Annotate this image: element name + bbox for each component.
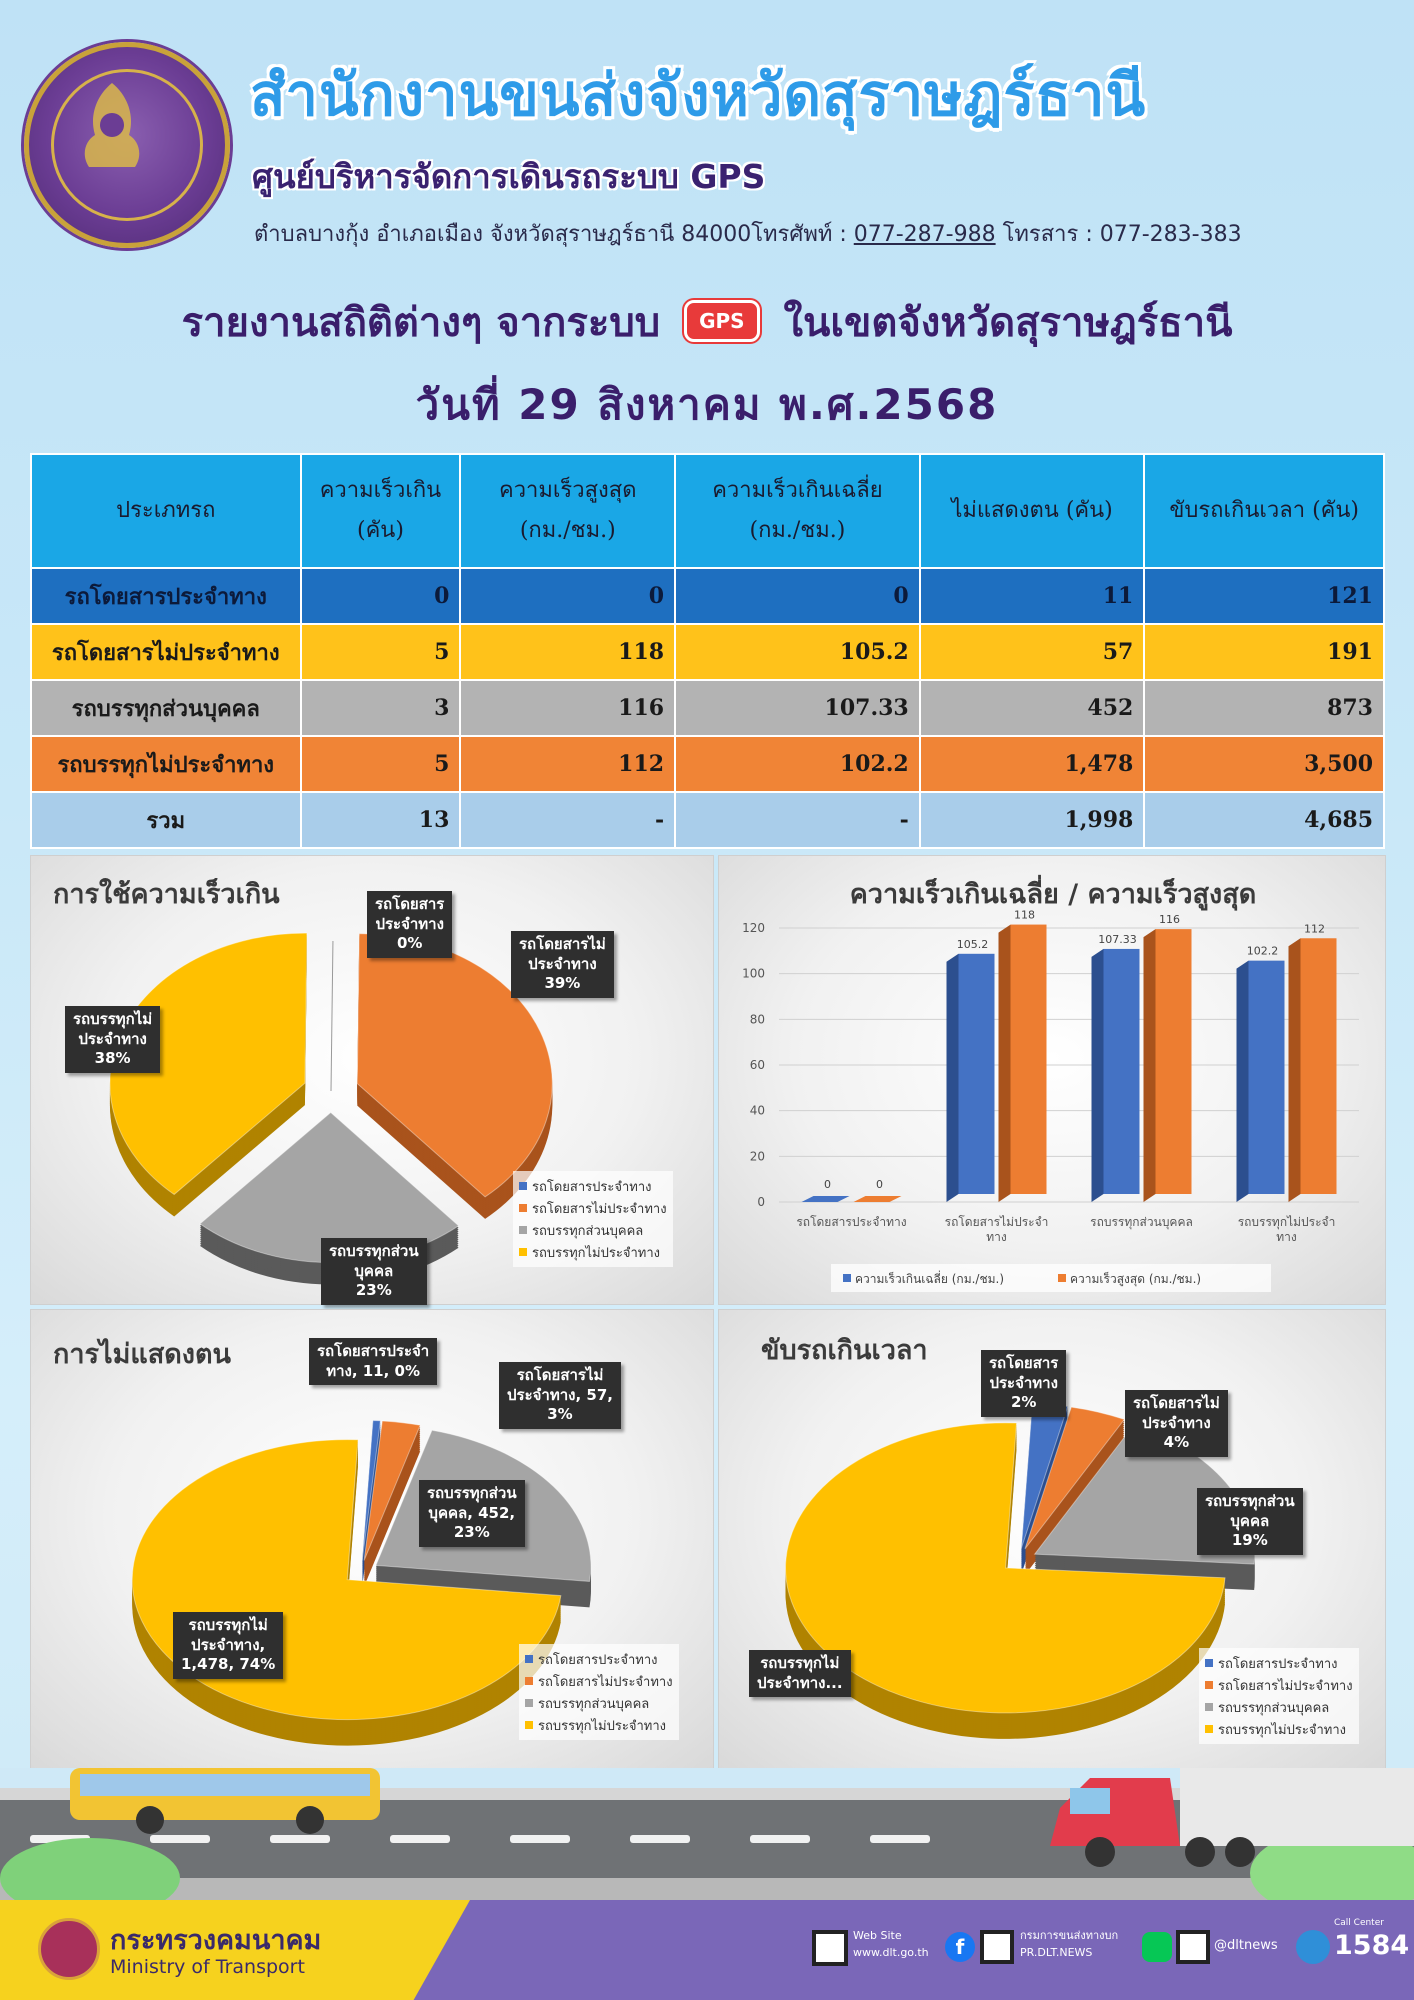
phone-icon	[1296, 1930, 1330, 1964]
value-cell: 112	[460, 736, 675, 792]
table-row	[31, 568, 1384, 624]
statistics-table	[30, 453, 1385, 849]
value-cell: 452	[920, 680, 1145, 736]
value-cell: 1,998	[920, 792, 1145, 848]
value-cell: 0	[460, 568, 675, 624]
x-tick-label: รถโดยสารประจำทาง	[796, 1215, 907, 1229]
legend-item	[525, 1670, 673, 1692]
legend-item	[519, 1175, 667, 1197]
vehicle-type-cell: รถโดยสารประจำทาง	[31, 568, 301, 624]
legend-label: รถโดยสารไม่ประจำทาง	[1218, 1678, 1353, 1694]
value-cell: 121	[1144, 568, 1384, 624]
bar-data-label: 116	[1159, 913, 1180, 927]
no-identify-pie-panel	[30, 1309, 714, 1769]
pie3-label-3: รถบรรทุกไม่ ประจำทาง...	[749, 1650, 851, 1697]
pie1-legend	[513, 1171, 673, 1267]
dlt-seal-logo	[24, 42, 230, 248]
legend-swatch	[1205, 1703, 1213, 1711]
facebook-info[interactable]	[1020, 1928, 1118, 1961]
speed-bar-chart	[719, 856, 1387, 1306]
bar	[1249, 961, 1285, 1194]
value-cell: 873	[1144, 680, 1384, 736]
bar-side	[1289, 938, 1301, 1202]
bar-side	[947, 954, 959, 1202]
value-cell: 105.2	[675, 624, 920, 680]
value-cell: 116	[460, 680, 675, 736]
fax-text: โทรสาร : 077-283-383	[995, 222, 1242, 247]
bar	[1104, 949, 1140, 1194]
line-qr-icon[interactable]	[1176, 1930, 1210, 1964]
legend-label: รถบรรทุกไม่ประจำทาง	[538, 1718, 666, 1734]
value-cell: 4,685	[1144, 792, 1384, 848]
y-tick-label: 20	[749, 1149, 765, 1164]
website-info[interactable]	[853, 1928, 929, 1961]
legend-label: ความเร็วสูงสุด (กม./ชม.)	[1070, 1272, 1202, 1286]
value-cell: 0	[301, 568, 461, 624]
table-row	[31, 736, 1384, 792]
no-identify-chart-title: การไม่แสดงตน	[53, 1339, 231, 1370]
vehicle-type-cell: รถโดยสารไม่ประจำทาง	[31, 624, 301, 680]
header-max-speed: ความเร็วสูงสุด (กม./ชม.)	[460, 454, 675, 568]
header-avg-overspeed: ความเร็วเกินเฉลี่ย (กม./ชม.)	[675, 454, 920, 568]
value-cell: 3	[301, 680, 461, 736]
legend-swatch	[843, 1274, 851, 1282]
table-header-row	[31, 454, 1384, 568]
bar-data-label: 0	[876, 1178, 883, 1191]
value-cell: -	[675, 792, 920, 848]
overspeed-pie-panel	[30, 855, 714, 1305]
legend-swatch	[519, 1182, 527, 1190]
x-tick-label: ทาง	[986, 1230, 1007, 1244]
legend-swatch	[519, 1226, 527, 1234]
legend-label: รถโดยสารประจำทาง	[532, 1179, 652, 1195]
pie1-label-1: รถโดยสารไม่ ประจำทาง 39%	[511, 931, 614, 998]
vehicle-type-cell: รถบรรทุกไม่ประจำทาง	[31, 736, 301, 792]
phone-link[interactable]: 077-287-988	[853, 222, 996, 247]
legend-swatch	[525, 1721, 533, 1729]
value-cell: 5	[301, 624, 461, 680]
bar-side	[1144, 929, 1156, 1202]
legend-label: รถบรรทุกส่วนบุคคล	[532, 1223, 644, 1239]
legend-label: รถโดยสารไม่ประจำทาง	[538, 1674, 673, 1690]
line-icon[interactable]	[1142, 1932, 1172, 1962]
bar-side	[1237, 961, 1249, 1202]
legend-label: รถบรรทุกไม่ประจำทาง	[532, 1245, 660, 1261]
overtime-chart-title: ขับรถเกินเวลา	[761, 1335, 928, 1366]
center-subtitle: ศูนย์บริหารจัดการเดินรถระบบ GPS	[252, 157, 766, 196]
legend-item	[519, 1219, 667, 1241]
x-tick-label: ทาง	[1276, 1230, 1297, 1244]
office-address	[254, 216, 1242, 251]
legend-swatch	[525, 1677, 533, 1685]
value-cell: 0	[675, 568, 920, 624]
address-text: ตำบลบางกุ้ง อำเภอเมือง จังหวัดสุราษฎร์ธานี 84000โทรศัพท์ :	[254, 222, 854, 247]
legend-item	[1205, 1674, 1353, 1696]
header-overspeed-count: ความเร็วเกิน (คัน)	[301, 454, 461, 568]
bar	[1301, 938, 1337, 1194]
y-tick-label: 100	[742, 966, 765, 981]
pie2-label-3: รถบรรทุกไม่ ประจำทาง, 1,478, 74%	[173, 1612, 283, 1679]
value-cell: -	[460, 792, 675, 848]
legend-swatch	[519, 1204, 527, 1212]
bar	[854, 1196, 902, 1202]
legend-item	[1205, 1718, 1353, 1740]
y-tick-label: 60	[749, 1058, 765, 1072]
pie2-label-2: รถบรรทุกส่วน บุคคล, 452, 23%	[419, 1480, 525, 1547]
gps-badge-icon: GPS	[684, 300, 759, 342]
value-cell: 102.2	[675, 736, 920, 792]
bar-data-label: 112	[1304, 922, 1325, 936]
value-cell: 57	[920, 624, 1145, 680]
bar	[1156, 929, 1192, 1194]
legend-label: รถโดยสารไม่ประจำทาง	[532, 1201, 667, 1217]
value-cell: 118	[460, 624, 675, 680]
website-qr-icon[interactable]	[812, 1930, 848, 1966]
report-title-left: รายงานสถิติต่างๆ จากระบบ	[181, 300, 661, 346]
facebook-handle: PR.DLT.NEWS	[1020, 1945, 1093, 1959]
legend-label: รถบรรทุกส่วนบุคคล	[538, 1696, 650, 1712]
value-cell: 3,500	[1144, 736, 1384, 792]
bar-data-label: 0	[824, 1178, 831, 1191]
legend-item	[519, 1197, 667, 1219]
call-center-label: Call Center	[1334, 1918, 1384, 1928]
pie1-label-3: รถบรรทุกไม่ ประจำทาง 38%	[65, 1006, 160, 1073]
legend-item	[525, 1692, 673, 1714]
x-tick-label: รถโดยสารไม่ประจำ	[944, 1215, 1049, 1229]
y-tick-label: 0	[757, 1195, 765, 1209]
value-cell: 13	[301, 792, 461, 848]
bar	[802, 1196, 850, 1202]
legend-label: รถบรรทุกส่วนบุคคล	[1218, 1700, 1330, 1716]
seal-emblem-icon	[67, 75, 157, 185]
header-vehicle-type: ประเภทรถ	[31, 454, 301, 568]
legend-swatch	[519, 1248, 527, 1256]
x-tick-label: รถบรรทุกส่วนบุคคล	[1090, 1215, 1193, 1229]
speed-bar-panel	[718, 855, 1386, 1305]
legend-swatch	[525, 1655, 533, 1663]
legend-label: รถบรรทุกไม่ประจำทาง	[1218, 1722, 1346, 1738]
bar-data-label: 102.2	[1246, 944, 1279, 958]
pie3-label-0: รถโดยสาร ประจำทาง 2%	[981, 1350, 1066, 1417]
call-center-number[interactable]: 1584	[1334, 1930, 1410, 1961]
pie1-label-2: รถบรรทุกส่วน บุคคล 23%	[321, 1238, 427, 1305]
value-cell: 107.33	[675, 680, 920, 736]
bar-data-label: 105.2	[956, 937, 989, 951]
vehicle-type-cell: รถบรรทุกส่วนบุคคล	[31, 680, 301, 736]
legend-swatch	[1205, 1681, 1213, 1689]
x-tick-label: รถบรรทุกไม่ประจำ	[1237, 1215, 1336, 1229]
value-cell: 1,478	[920, 736, 1145, 792]
footer-bar	[0, 1900, 1414, 2000]
road-scene-illustration	[0, 1768, 1414, 1903]
ministry-name-en: Ministry of Transport	[110, 1956, 305, 1978]
pie3-label-2: รถบรรทุกส่วน บุคคล 19%	[1197, 1488, 1303, 1555]
overspeed-chart-title: การใช้ความเร็วเกิน	[53, 879, 280, 910]
speed-chart-title: ความเร็วเกินเฉลี่ย / ความเร็วสูงสุด	[849, 879, 1257, 910]
ministry-name-th: กระทรวงคมนาคม	[110, 1925, 322, 1956]
legend-swatch	[1205, 1659, 1213, 1667]
pie2-legend	[519, 1644, 679, 1740]
legend-item	[1205, 1696, 1353, 1718]
pie1-label-0: รถโดยสาร ประจำทาง 0%	[367, 891, 452, 958]
table-row	[31, 792, 1384, 848]
legend-swatch	[1058, 1274, 1066, 1282]
legend-item	[525, 1648, 673, 1670]
value-cell: 11	[920, 568, 1145, 624]
pie3-legend	[1199, 1648, 1359, 1744]
ministry-logo-icon	[38, 1918, 100, 1980]
pie-slice-zero	[331, 941, 333, 1091]
header-no-identify: ไม่แสดงตน (คัน)	[920, 454, 1145, 568]
pie2-label-1: รถโดยสารไม่ ประจำทาง, 57, 3%	[499, 1362, 621, 1429]
bar-data-label: 118	[1014, 908, 1035, 922]
line-handle[interactable]: @dltnews	[1214, 1938, 1278, 1953]
y-tick-label: 40	[749, 1103, 765, 1118]
facebook-label: กรมการขนส่งทางบก	[1020, 1929, 1119, 1942]
pie2-label-0: รถโดยสารประจำ ทาง, 11, 0%	[309, 1338, 437, 1385]
table-row	[31, 680, 1384, 736]
bar-side	[999, 925, 1011, 1202]
report-title-right: ในเขตจังหวัดสุราษฎร์ธานี	[783, 300, 1233, 346]
legend-swatch	[525, 1699, 533, 1707]
legend-label: รถโดยสารประจำทาง	[1218, 1656, 1338, 1672]
bar-side	[1092, 949, 1104, 1202]
bar	[1011, 925, 1047, 1194]
legend-item	[1205, 1652, 1353, 1674]
bar	[959, 954, 995, 1194]
website-url: www.dlt.go.th	[853, 1945, 929, 1959]
vehicle-type-cell: รวม	[31, 792, 301, 848]
value-cell: 191	[1144, 624, 1384, 680]
office-title: สำนักงานขนส่งจังหวัดสุราษฎร์ธานี	[250, 61, 1147, 129]
table-row	[31, 624, 1384, 680]
bar-data-label: 107.33	[1098, 932, 1137, 946]
report-date: วันที่ 29 สิงหาคม พ.ศ.2568	[415, 380, 999, 429]
facebook-icon[interactable]: f	[945, 1932, 975, 1962]
legend-item	[525, 1714, 673, 1736]
legend-label: รถโดยสารประจำทาง	[538, 1652, 658, 1668]
legend-swatch	[1205, 1725, 1213, 1733]
y-tick-label: 80	[749, 1012, 765, 1027]
pie3-label-1: รถโดยสารไม่ ประจำทาง 4%	[1125, 1390, 1228, 1457]
website-label: Web Site	[853, 1929, 902, 1942]
y-tick-label: 120	[742, 921, 765, 935]
legend-label: ความเร็วเกินเฉลี่ย (กม./ชม.)	[855, 1272, 1005, 1286]
value-cell: 5	[301, 736, 461, 792]
legend-item	[519, 1241, 667, 1263]
report-title	[0, 290, 1414, 354]
overtime-pie-panel	[718, 1309, 1386, 1769]
header-overtime: ขับรถเกินเวลา (คัน)	[1144, 454, 1384, 568]
facebook-qr-icon[interactable]	[980, 1930, 1014, 1964]
